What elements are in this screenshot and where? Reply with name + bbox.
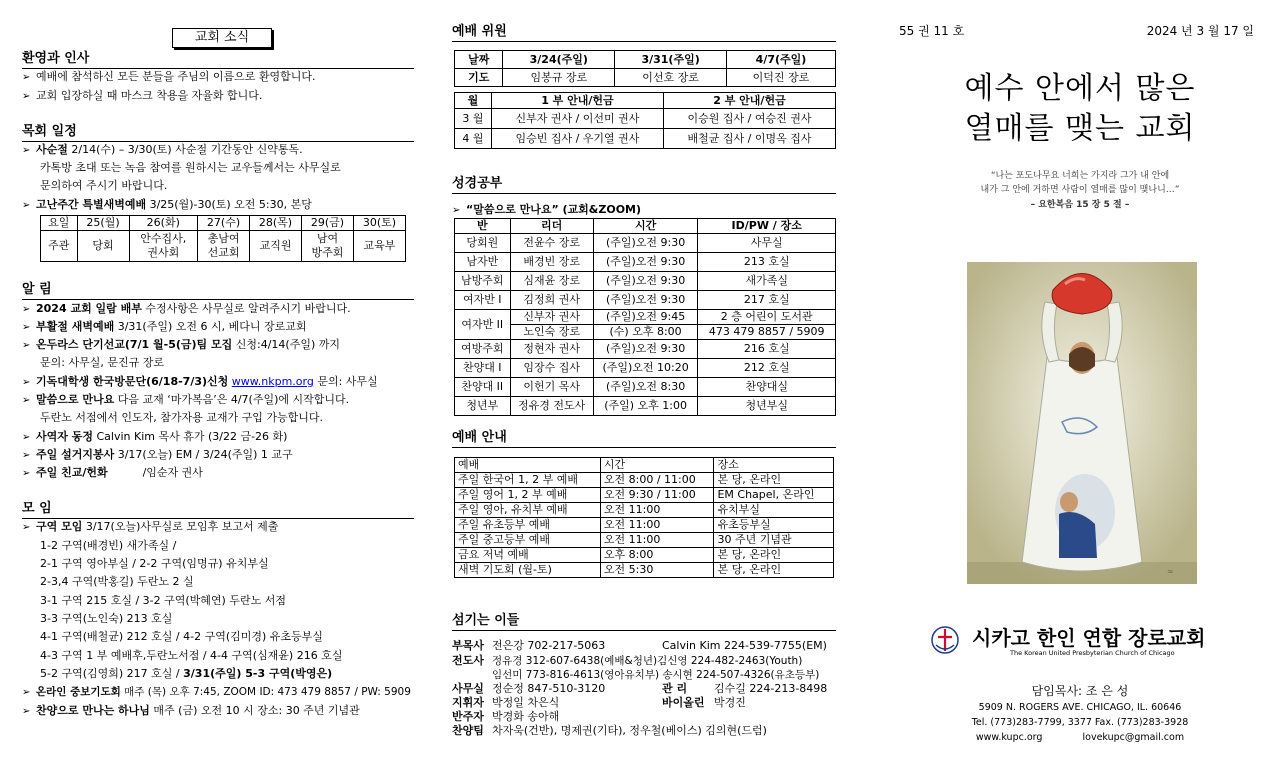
arrow-bullet-icon: ➢ [452, 205, 461, 216]
church-logo [930, 625, 1268, 657]
passion-week-table [40, 215, 406, 262]
church-news-column [22, 0, 417, 766]
arrow-bullet-icon: ➢ [22, 450, 31, 461]
table-row: 월 1 부 안내/헌금 2 부 안내/헌금 [455, 93, 836, 109]
arrow-bullet-icon: ➢ [22, 340, 31, 351]
church-phone: Tel. (773)283-7799, 3377 Fax. (773)283-3928 [971, 717, 1189, 728]
notice-item: ➢ 부활절 새벽예배 3/31(주일) 오전 6 시, 베다니 장로교회 [22, 320, 307, 333]
notice-item: ➢ 주일 친교/헌화 /임순자 권사 [22, 466, 203, 479]
arrow-bullet-icon: ➢ [22, 72, 31, 83]
table-row: 주일 유초등부 예배 오전 11:00 유초등부실 [455, 518, 834, 533]
table-row: 주일 영어 1, 2 부 예배 오전 9:30 / 11:00 EM Chapel, 온라인 [455, 488, 834, 503]
table-row: 예배 시간 장소 [455, 458, 834, 473]
meetings-heading: 모 임 [22, 501, 414, 519]
lent-notice-cont-1: 카톡방 초대 또는 녹음 참여를 원하시는 교우들께서는 사무실로 [40, 161, 341, 174]
church-english-name: The Korean United Presbyterian Church of Chicago [1010, 649, 1175, 657]
arrow-bullet-icon: ➢ [22, 145, 31, 156]
contact-links [892, 731, 1268, 745]
arrow-bullet-icon: ➢ [22, 687, 31, 698]
welcome-heading: 환영과 인사 [22, 51, 414, 69]
table-row: 날짜 3/24(주일) 3/31(주일) 4/7(주일) [455, 51, 836, 69]
volume-number: 55 권 11 호 [899, 24, 965, 38]
email-link[interactable]: lovekupc@gmail.com [1082, 732, 1185, 743]
passion-week-notice: ➢ 고난주간 특별새벽예배 3/25(월)-30(토) 오전 5:30, 본당 [22, 198, 312, 211]
table-row: 여자반 I 김정희 권사 (주일)오전 9:30 217 호실 [455, 291, 836, 310]
table-row: 찬양대 I 임장수 집사 (주일)오전 10:20 212 호실 [455, 359, 836, 378]
notice-item-cont: 문의: 사무실, 문진규 장로 [40, 356, 164, 369]
table-row: 3 월 신부자 권사 / 이선미 권사 이승원 집사 / 여승진 권사 [455, 109, 836, 129]
arrow-bullet-icon: ➢ [22, 91, 31, 102]
lent-notice: ➢ 사순절 2/14(수) – 3/30(토) 사순절 기간동안 신약통독. [22, 143, 303, 156]
table-row: 남자반 배경빈 장로 (주일)오전 9:30 213 호실 [455, 253, 836, 272]
meeting-item: ➢ 온라인 중보기도회 매주 (목) 오후 7:45, ZOOM ID: 473 479 8857 / PW: 5909 [22, 686, 411, 698]
table-row: 청년부 정유경 전도사 (주일) 오후 1:00 청년부실 [455, 397, 836, 416]
staff-row: 찬양팀 차자욱(건반), 명제권(기타), 정우철(베이스) 김의현(드럼) [452, 724, 767, 737]
group-line: 4-1 구역(배철균) 212 호실 / 4-2 구역(김미경) 유초등부실 [40, 630, 323, 643]
servers-heading: 섬기는 이들 [452, 613, 836, 631]
prayer-table [454, 50, 836, 87]
arrow-bullet-icon: ➢ [22, 432, 31, 443]
table-row: 요일 25(월) 26(화) 27(수) 28(목) 29(금) 30(토) [41, 216, 406, 231]
table-row: 금요 저녁 예배 오후 8:00 본 당, 온라인 [455, 548, 834, 563]
group-line: 4-3 구역 1 부 예배후,두란노서점 / 4-4 구역(심재윤) 216 호실 [40, 649, 343, 662]
nkpm-link[interactable]: www.nkpm.org [231, 375, 314, 388]
staff-row: 사무실 정순정 847-510-3120 관 리 김수길 224-213-8498 [452, 682, 828, 695]
arrow-bullet-icon: ➢ [22, 322, 31, 333]
table-row: 새벽 기도회 (월-토) 오전 5:30 본 당, 온라인 [455, 563, 834, 578]
staff-row: 임선미 773-816-4613(영아유치부) 송시현 224-507-4326(유초등부) [492, 669, 820, 681]
table-row: 당회원 전윤수 장로 (주일)오전 9:30 사무실 [455, 234, 836, 253]
cover-title-line-1: 예수 안에서 많은 [964, 71, 1196, 106]
arrow-bullet-icon: ➢ [22, 200, 31, 211]
schedule-heading: 목회 일정 [22, 124, 414, 142]
group-line: 5-2 구역(김영희) 217 호실 / 3/31(주일) 5-3 구역(박영은) [40, 667, 333, 680]
bulletin-date: 2024 년 3 월 17 일 [1146, 24, 1254, 38]
notice-item: ➢ 말씀으로 만나요 다음 교재 ‘마가복음’은 4/7(주일)에 시작합니다. [22, 393, 350, 406]
group-line: 3-1 구역 215 호실 / 3-2 구역(박혜연) 두란노 서점 [40, 594, 286, 607]
notice-item-cont: 두란노 서점에서 인도자, 참가자용 교재가 구입 가능합니다. [40, 411, 323, 424]
notice-item: ➢ 2024 교회 일람 배부 수정사항은 사무실로 알려주시기 바랍니다. [22, 302, 351, 315]
verse-line-1: “나는 포도나무요 너희는 가지라 그가 내 안에 [990, 171, 1170, 181]
table-row: 여방주회 정현자 권사 (주일)오전 9:30 216 호실 [455, 340, 836, 359]
jesus-holding-heart-illustration [967, 262, 1197, 584]
table-row: 남방주회 심재윤 장로 (주일)오전 9:30 새가족실 [455, 272, 836, 291]
table-row: 주일 한국어 1, 2 부 예배 오전 8:00 / 11:00 본 당, 온라인 [455, 473, 834, 488]
website-link[interactable]: www.kupc.org [975, 732, 1043, 743]
staff-row: 지휘자 박정일 차은식 바이올린 박경진 [452, 696, 746, 709]
arrow-bullet-icon: ➢ [22, 522, 31, 533]
group-line: 3-3 구역(노인숙) 213 호실 [40, 612, 173, 625]
arrow-bullet-icon: ➢ [22, 377, 31, 388]
svg-text:≈: ≈ [1167, 567, 1174, 576]
bible-study-heading: 성경공부 [452, 176, 836, 194]
table-row: 여자반 II 신부자 권사 (주일)오전 9:45 2 층 어린이 도서관 [455, 310, 836, 325]
church-emblem-icon [930, 625, 960, 655]
notice-item: ➢ 기독대학생 한국방문단(6/18-7/3)신청 www.nkpm.org 문의: 사무실 [22, 375, 378, 388]
church-address: 5909 N. ROGERS AVE. CHICAGO, IL. 60646 [978, 702, 1182, 713]
notice-item: ➢ 사역자 동정 Calvin Kim 목사 휴가 (3/22 금-26 화) [22, 430, 288, 443]
bible-study-table [454, 218, 836, 416]
worship-table [454, 457, 834, 578]
notice-item: ➢ 주일 설거지봉사 3/17(오늘) EM / 3/24(주일) 1 교구 [22, 448, 293, 461]
arrow-bullet-icon: ➢ [22, 706, 31, 717]
staff-row: 부목사 전은강 702-217-5063 Calvin Kim 224-539-7755(EM) [452, 639, 827, 652]
table-row: 기도 임봉규 장로 이선호 장로 이덕진 장로 [455, 69, 836, 87]
lent-notice-cont-2: 문의하여 주시기 바랍니다. [40, 179, 168, 192]
senior-pastor: 담임목사: 조 은 성 [1031, 684, 1129, 698]
church-news-title: 교회 소식 [172, 28, 272, 48]
cover-title-line-2: 열매를 맺는 교회 [964, 111, 1196, 146]
verse-reference: – 요한복음 15 장 5 절 – [1030, 200, 1130, 210]
bible-study-subtitle: ➢ “말씀으로 만나요” (교회&ZOOM) [452, 203, 642, 216]
welcome-line-1: ➢ 예배에 참석하신 모든 분들을 주님의 이름으로 환영합니다. [22, 70, 316, 83]
staff-row: 반주자 박경화 송아해 [452, 710, 560, 723]
verse-line-2: 내가 그 안에 거하면 사람이 열매를 많이 맺나니…” [980, 185, 1180, 195]
group-line: 1-2 구역(배경빈) 새가족실 / [40, 539, 177, 552]
committee-heading: 예배 위원 [452, 24, 836, 42]
staff-row: 전도사 정유경 312-607-6438(예배&청년)김신영 224-482-2463(Youth) [452, 654, 803, 667]
notice-item: ➢ 온두라스 단기선교(7/1 월-5(금)팀 모집 신청:4/14(주일) 까지 [22, 338, 341, 351]
meeting-item: ➢ 구역 모임 3/17(오늘)사무실로 모임후 보고서 제출 [22, 520, 279, 533]
arrow-bullet-icon: ➢ [22, 304, 31, 315]
group-line: 2-1 구역 영아부실 / 2-2 구역(임명규) 유치부실 [40, 557, 269, 570]
worship-heading: 예배 안내 [452, 430, 836, 448]
arrow-bullet-icon: ➢ [22, 468, 31, 479]
usher-table [454, 92, 836, 149]
cover-column [892, 0, 1268, 766]
notices-heading: 알 림 [22, 282, 414, 300]
table-row: 반 리더 시간 ID/PW / 장소 [455, 219, 836, 234]
worship-info-column [452, 0, 842, 766]
table-row: 주관 당회 안수집사, 권사회 총남여 선교회 교직원 남여 방주회 교육부 [41, 231, 406, 262]
welcome-line-2: ➢ 교회 입장하실 때 마스크 착용을 자율화 합니다. [22, 89, 263, 102]
arrow-bullet-icon: ➢ [22, 395, 31, 406]
table-row: 주일 중고등부 예배 오전 11:00 30 주년 기념관 [455, 533, 834, 548]
table-row: 찬양대 II 이헌기 목사 (주일)오전 8:30 찬양대실 [455, 378, 836, 397]
meeting-item: ➢ 찬양으로 만나는 하나님 매주 (금) 오전 10 시 장소: 30 주년 기념관 [22, 704, 360, 717]
table-row: 노인숙 장로 (수) 오후 8:00 473 479 8857 / 5909 [455, 325, 836, 340]
group-line: 2-3,4 구역(박홍길) 두란노 2 실 [40, 575, 194, 588]
church-name: 시카고 한인 연합 장로교회 [972, 626, 1206, 650]
table-row: 4 월 임승빈 집사 / 우기열 권사 배철균 집사 / 이명옥 집사 [455, 129, 836, 149]
table-row: 주일 영아, 유치부 예배 오전 11:00 유치부실 [455, 503, 834, 518]
